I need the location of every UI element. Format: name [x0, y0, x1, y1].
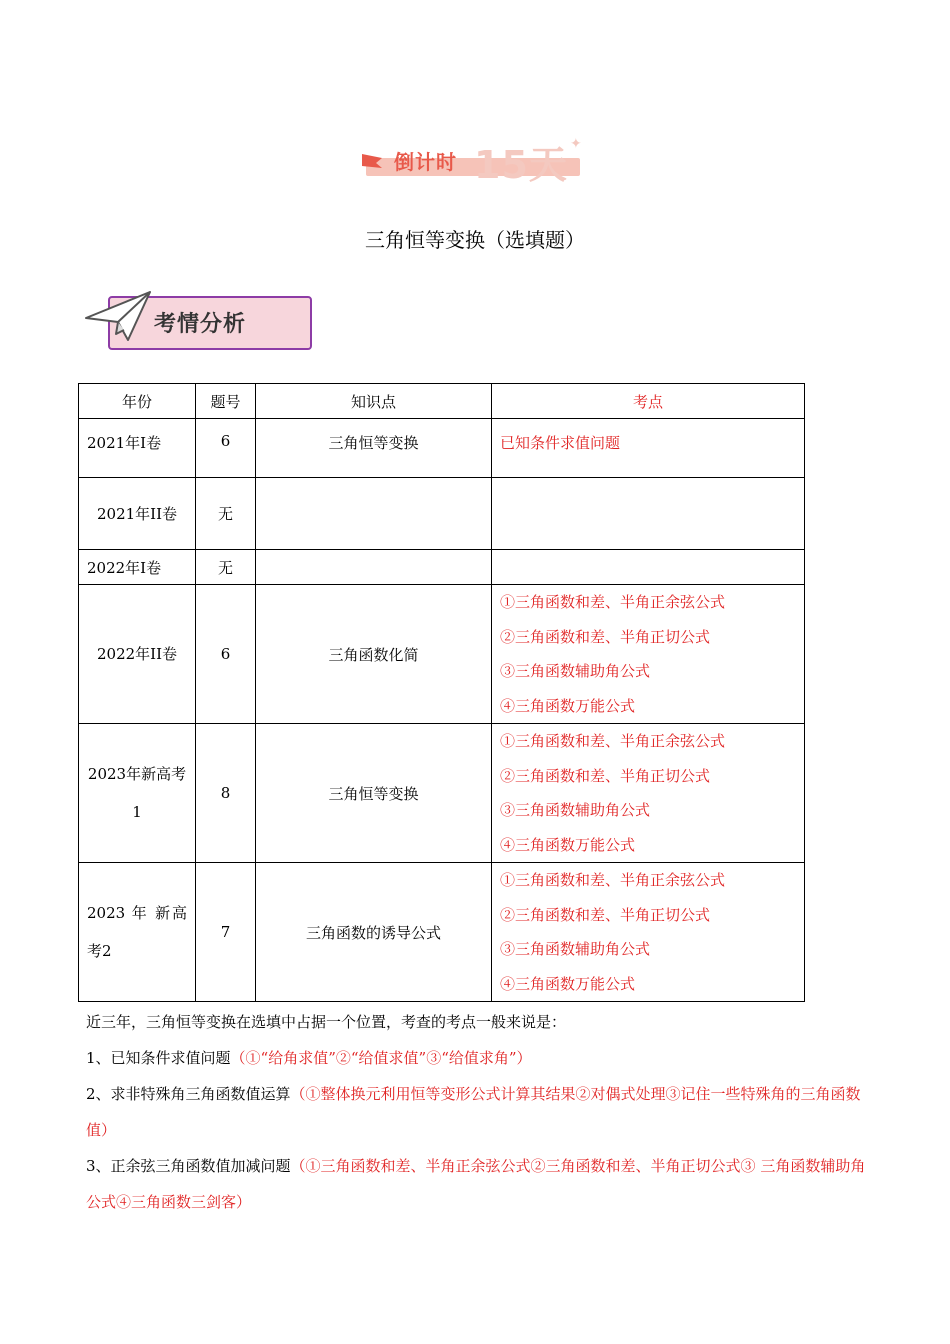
- row-number: 8: [196, 724, 256, 863]
- banner-number: 15天: [474, 143, 568, 187]
- row-points: [492, 863, 805, 1002]
- summary-item: [86, 1040, 876, 1076]
- summary-item: [86, 1148, 876, 1220]
- table-row: [79, 724, 805, 863]
- row-knowledge: [256, 478, 492, 550]
- header-knowledge: 知识点: [256, 384, 492, 419]
- table-row: [79, 419, 805, 478]
- paper-plane-icon: [84, 288, 156, 344]
- row-number: 6: [196, 419, 256, 478]
- table-row: [79, 863, 805, 1002]
- summary-intro: 近三年，三角恒等变换在选填中占据一个位置，考查的考点一般来说是：: [86, 1013, 567, 1031]
- row-points: [492, 550, 805, 585]
- row-knowledge: 三角函数化简: [256, 585, 492, 724]
- table-row: [79, 550, 805, 585]
- row-number: 7: [196, 863, 256, 1002]
- header-number: 题号: [196, 384, 256, 419]
- point-item: ①三角函数和差、半角正余弦公式: [500, 732, 726, 750]
- banner-label: 倒计时: [394, 150, 457, 174]
- row-year: 2021年II卷: [79, 478, 196, 550]
- row-knowledge: [256, 550, 492, 585]
- row-year: 2021年I卷: [79, 419, 196, 478]
- row-points: [492, 419, 805, 478]
- header-points: 考点: [492, 384, 805, 419]
- flag-icon: [358, 150, 388, 174]
- row-knowledge: 三角函数的诱导公式: [256, 863, 492, 1002]
- row-number: 无: [196, 550, 256, 585]
- section-label: 考情分析: [154, 312, 247, 337]
- row-knowledge: 三角恒等变换: [256, 419, 492, 478]
- point-item: ④三角函数万能公式: [500, 974, 636, 993]
- point-item: ②三角函数和差、半角正切公式: [500, 905, 711, 924]
- row-number: 无: [196, 478, 256, 550]
- row-points: [492, 478, 805, 550]
- point-item: ①三角函数和差、半角正余弦公式: [500, 593, 726, 611]
- header-year: 年份: [79, 384, 196, 419]
- summary-item-detail: （①三角函数和差、半角正余弦公式②三角函数和差、半角正切公式③ 三角函数辅助角公式④三角函数三剑客）: [86, 1157, 866, 1211]
- point-item: ②三角函数和差、半角正切公式: [500, 627, 711, 646]
- point-item: 已知条件求值问题: [500, 434, 621, 452]
- summary-item: [86, 1076, 876, 1148]
- row-points: [492, 585, 805, 724]
- row-year: 2022年I卷: [79, 550, 196, 585]
- summary-item-lead: 3、正余弦三角函数值加减问题: [86, 1157, 291, 1175]
- row-year: 2023年新高考1: [79, 724, 196, 863]
- point-item: ③三角函数辅助角公式: [500, 940, 651, 958]
- table-header-row: [79, 384, 805, 419]
- section-badge: [84, 288, 314, 352]
- summary-item-detail: （①整体换元利用恒等变形公式计算其结果②对偶式处理③记住一些特殊角的三角函数值）: [86, 1085, 861, 1139]
- summary: [86, 1004, 876, 1220]
- row-knowledge: 三角恒等变换: [256, 724, 492, 863]
- row-year: 2022年II卷: [79, 585, 196, 724]
- point-item: ④三角函数万能公式: [500, 696, 636, 715]
- point-item: ①三角函数和差、半角正余弦公式: [500, 871, 726, 889]
- row-points: [492, 724, 805, 863]
- page-title: 三角恒等变换（选填题）: [365, 228, 585, 252]
- sparkle-icon: ✦: [570, 136, 582, 152]
- point-item: ②三角函数和差、半角正切公式: [500, 766, 711, 785]
- point-item: ③三角函数辅助角公式: [500, 662, 651, 680]
- table-row: [79, 478, 805, 550]
- summary-item-lead: 2、求非特殊角三角函数值运算: [86, 1085, 291, 1103]
- table-row: [79, 585, 805, 724]
- countdown-banner: [358, 136, 594, 186]
- point-item: ③三角函数辅助角公式: [500, 801, 651, 819]
- row-year: 2023 年 新高考2: [79, 863, 196, 1002]
- summary-item-lead: 1、已知条件求值问题: [86, 1049, 231, 1067]
- row-number: 6: [196, 585, 256, 724]
- point-item: ④三角函数万能公式: [500, 835, 636, 854]
- summary-item-detail: （①“给角求值”②“给值求值”③“给值求角”）: [230, 1049, 532, 1067]
- exam-analysis-table: [78, 383, 805, 1002]
